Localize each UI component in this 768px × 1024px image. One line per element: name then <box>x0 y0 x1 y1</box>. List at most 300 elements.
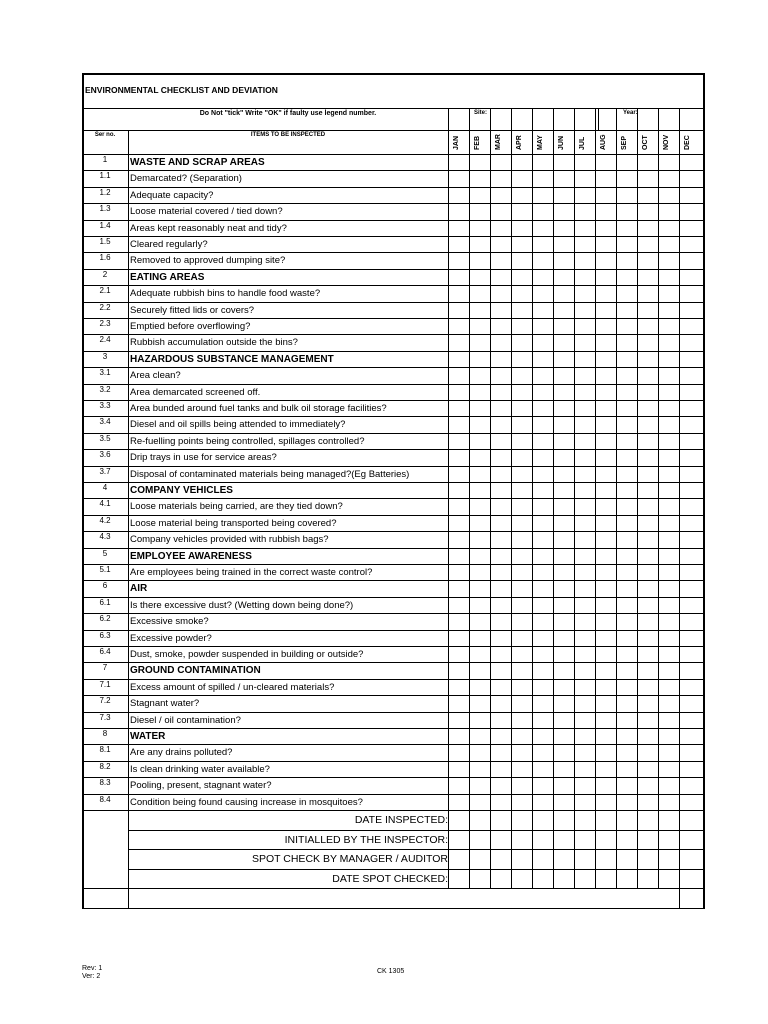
check-cell[interactable] <box>638 745 658 760</box>
check-cell[interactable] <box>512 319 532 334</box>
footer-cell[interactable] <box>575 870 595 889</box>
check-cell[interactable] <box>680 204 700 219</box>
check-cell[interactable] <box>491 385 511 400</box>
check-cell[interactable] <box>680 237 700 252</box>
check-cell[interactable] <box>470 401 490 416</box>
check-cell[interactable] <box>533 221 553 236</box>
check-cell[interactable] <box>680 647 700 662</box>
check-cell[interactable] <box>470 417 490 432</box>
check-cell[interactable] <box>449 532 469 547</box>
check-cell[interactable] <box>554 598 574 613</box>
check-cell[interactable] <box>596 385 616 400</box>
check-cell[interactable] <box>512 467 532 482</box>
check-cell[interactable] <box>617 417 637 432</box>
footer-cell[interactable] <box>512 870 532 889</box>
footer-cell[interactable] <box>638 811 658 830</box>
check-cell[interactable] <box>638 368 658 383</box>
check-cell[interactable] <box>470 188 490 203</box>
check-cell[interactable] <box>638 696 658 711</box>
footer-cell[interactable] <box>617 850 637 869</box>
check-cell[interactable] <box>554 204 574 219</box>
check-cell[interactable] <box>680 516 700 531</box>
check-cell[interactable] <box>554 368 574 383</box>
check-cell[interactable] <box>638 303 658 318</box>
check-cell[interactable] <box>575 204 595 219</box>
check-cell[interactable] <box>638 270 658 285</box>
footer-cell[interactable] <box>470 850 490 869</box>
check-cell[interactable] <box>659 221 679 236</box>
footer-cell[interactable] <box>680 870 700 889</box>
check-cell[interactable] <box>659 631 679 646</box>
check-cell[interactable] <box>638 614 658 629</box>
check-cell[interactable] <box>638 516 658 531</box>
check-cell[interactable] <box>638 417 658 432</box>
check-cell[interactable] <box>638 221 658 236</box>
check-cell[interactable] <box>554 253 574 268</box>
check-cell[interactable] <box>659 713 679 728</box>
check-cell[interactable] <box>680 762 700 777</box>
check-cell[interactable] <box>659 303 679 318</box>
check-cell[interactable] <box>575 713 595 728</box>
check-cell[interactable] <box>554 516 574 531</box>
check-cell[interactable] <box>512 221 532 236</box>
check-cell[interactable] <box>512 647 532 662</box>
check-cell[interactable] <box>512 713 532 728</box>
footer-cell[interactable] <box>680 811 700 830</box>
check-cell[interactable] <box>533 696 553 711</box>
check-cell[interactable] <box>470 516 490 531</box>
check-cell[interactable] <box>512 450 532 465</box>
check-cell[interactable] <box>554 532 574 547</box>
check-cell[interactable] <box>512 499 532 514</box>
check-cell[interactable] <box>659 352 679 367</box>
check-cell[interactable] <box>533 745 553 760</box>
check-cell[interactable] <box>449 155 469 170</box>
check-cell[interactable] <box>638 680 658 695</box>
check-cell[interactable] <box>680 335 700 350</box>
check-cell[interactable] <box>491 614 511 629</box>
check-cell[interactable] <box>575 450 595 465</box>
footer-cell[interactable] <box>638 831 658 850</box>
check-cell[interactable] <box>554 729 574 744</box>
check-cell[interactable] <box>596 516 616 531</box>
footer-cell[interactable] <box>617 811 637 830</box>
check-cell[interactable] <box>512 335 532 350</box>
check-cell[interactable] <box>449 171 469 186</box>
check-cell[interactable] <box>680 713 700 728</box>
check-cell[interactable] <box>596 155 616 170</box>
check-cell[interactable] <box>680 434 700 449</box>
check-cell[interactable] <box>533 647 553 662</box>
check-cell[interactable] <box>659 696 679 711</box>
check-cell[interactable] <box>680 532 700 547</box>
check-cell[interactable] <box>449 368 469 383</box>
check-cell[interactable] <box>617 647 637 662</box>
check-cell[interactable] <box>554 237 574 252</box>
check-cell[interactable] <box>596 270 616 285</box>
check-cell[interactable] <box>491 335 511 350</box>
check-cell[interactable] <box>638 467 658 482</box>
check-cell[interactable] <box>554 417 574 432</box>
check-cell[interactable] <box>575 647 595 662</box>
check-cell[interactable] <box>470 385 490 400</box>
check-cell[interactable] <box>659 417 679 432</box>
check-cell[interactable] <box>680 450 700 465</box>
check-cell[interactable] <box>554 614 574 629</box>
check-cell[interactable] <box>491 467 511 482</box>
check-cell[interactable] <box>575 778 595 793</box>
footer-cell[interactable] <box>470 811 490 830</box>
check-cell[interactable] <box>533 778 553 793</box>
check-cell[interactable] <box>638 450 658 465</box>
footer-cell[interactable] <box>617 831 637 850</box>
check-cell[interactable] <box>617 303 637 318</box>
check-cell[interactable] <box>659 614 679 629</box>
check-cell[interactable] <box>554 352 574 367</box>
check-cell[interactable] <box>617 204 637 219</box>
footer-cell[interactable] <box>596 870 616 889</box>
check-cell[interactable] <box>659 499 679 514</box>
check-cell[interactable] <box>470 499 490 514</box>
check-cell[interactable] <box>554 713 574 728</box>
check-cell[interactable] <box>596 631 616 646</box>
check-cell[interactable] <box>449 598 469 613</box>
check-cell[interactable] <box>491 171 511 186</box>
check-cell[interactable] <box>575 680 595 695</box>
check-cell[interactable] <box>533 499 553 514</box>
check-cell[interactable] <box>680 286 700 301</box>
footer-cell[interactable] <box>554 831 574 850</box>
check-cell[interactable] <box>680 663 700 678</box>
check-cell[interactable] <box>596 762 616 777</box>
check-cell[interactable] <box>638 581 658 596</box>
footer-cell[interactable] <box>491 811 511 830</box>
check-cell[interactable] <box>554 319 574 334</box>
check-cell[interactable] <box>533 680 553 695</box>
check-cell[interactable] <box>617 221 637 236</box>
check-cell[interactable] <box>638 729 658 744</box>
footer-cell[interactable] <box>533 850 553 869</box>
check-cell[interactable] <box>617 385 637 400</box>
footer-cell[interactable] <box>617 870 637 889</box>
check-cell[interactable] <box>449 516 469 531</box>
footer-cell[interactable] <box>554 850 574 869</box>
check-cell[interactable] <box>659 270 679 285</box>
check-cell[interactable] <box>575 614 595 629</box>
check-cell[interactable] <box>554 188 574 203</box>
check-cell[interactable] <box>659 745 679 760</box>
check-cell[interactable] <box>680 401 700 416</box>
check-cell[interactable] <box>596 680 616 695</box>
check-cell[interactable] <box>596 713 616 728</box>
check-cell[interactable] <box>533 532 553 547</box>
check-cell[interactable] <box>533 303 553 318</box>
check-cell[interactable] <box>449 335 469 350</box>
check-cell[interactable] <box>512 680 532 695</box>
check-cell[interactable] <box>575 303 595 318</box>
check-cell[interactable] <box>491 286 511 301</box>
check-cell[interactable] <box>638 565 658 580</box>
check-cell[interactable] <box>638 188 658 203</box>
check-cell[interactable] <box>680 467 700 482</box>
check-cell[interactable] <box>449 499 469 514</box>
check-cell[interactable] <box>449 565 469 580</box>
check-cell[interactable] <box>491 795 511 810</box>
check-cell[interactable] <box>554 696 574 711</box>
check-cell[interactable] <box>449 303 469 318</box>
check-cell[interactable] <box>554 335 574 350</box>
check-cell[interactable] <box>491 745 511 760</box>
footer-cell[interactable] <box>449 850 469 869</box>
check-cell[interactable] <box>596 335 616 350</box>
check-cell[interactable] <box>533 237 553 252</box>
check-cell[interactable] <box>680 745 700 760</box>
check-cell[interactable] <box>470 237 490 252</box>
check-cell[interactable] <box>533 450 553 465</box>
check-cell[interactable] <box>638 532 658 547</box>
check-cell[interactable] <box>575 188 595 203</box>
check-cell[interactable] <box>533 565 553 580</box>
check-cell[interactable] <box>575 434 595 449</box>
check-cell[interactable] <box>470 319 490 334</box>
check-cell[interactable] <box>533 713 553 728</box>
check-cell[interactable] <box>596 598 616 613</box>
footer-cell[interactable] <box>596 811 616 830</box>
check-cell[interactable] <box>449 795 469 810</box>
check-cell[interactable] <box>512 385 532 400</box>
check-cell[interactable] <box>596 532 616 547</box>
check-cell[interactable] <box>449 270 469 285</box>
check-cell[interactable] <box>554 745 574 760</box>
check-cell[interactable] <box>596 319 616 334</box>
check-cell[interactable] <box>470 680 490 695</box>
check-cell[interactable] <box>449 483 469 498</box>
check-cell[interactable] <box>491 499 511 514</box>
check-cell[interactable] <box>470 532 490 547</box>
check-cell[interactable] <box>617 516 637 531</box>
check-cell[interactable] <box>575 483 595 498</box>
check-cell[interactable] <box>638 319 658 334</box>
check-cell[interactable] <box>596 745 616 760</box>
check-cell[interactable] <box>512 581 532 596</box>
check-cell[interactable] <box>533 614 553 629</box>
check-cell[interactable] <box>512 663 532 678</box>
check-cell[interactable] <box>575 516 595 531</box>
check-cell[interactable] <box>512 237 532 252</box>
check-cell[interactable] <box>680 696 700 711</box>
check-cell[interactable] <box>617 532 637 547</box>
check-cell[interactable] <box>449 253 469 268</box>
check-cell[interactable] <box>491 450 511 465</box>
check-cell[interactable] <box>680 483 700 498</box>
check-cell[interactable] <box>491 204 511 219</box>
check-cell[interactable] <box>680 368 700 383</box>
footer-cell[interactable] <box>491 831 511 850</box>
footer-cell[interactable] <box>659 811 679 830</box>
check-cell[interactable] <box>470 352 490 367</box>
check-cell[interactable] <box>512 745 532 760</box>
check-cell[interactable] <box>659 319 679 334</box>
check-cell[interactable] <box>512 598 532 613</box>
check-cell[interactable] <box>491 188 511 203</box>
check-cell[interactable] <box>512 778 532 793</box>
check-cell[interactable] <box>596 368 616 383</box>
check-cell[interactable] <box>680 270 700 285</box>
check-cell[interactable] <box>638 598 658 613</box>
check-cell[interactable] <box>554 450 574 465</box>
check-cell[interactable] <box>512 352 532 367</box>
check-cell[interactable] <box>596 221 616 236</box>
check-cell[interactable] <box>449 663 469 678</box>
check-cell[interactable] <box>512 434 532 449</box>
check-cell[interactable] <box>638 778 658 793</box>
check-cell[interactable] <box>491 352 511 367</box>
check-cell[interactable] <box>659 795 679 810</box>
footer-cell[interactable] <box>449 831 469 850</box>
check-cell[interactable] <box>554 565 574 580</box>
check-cell[interactable] <box>596 565 616 580</box>
check-cell[interactable] <box>575 745 595 760</box>
check-cell[interactable] <box>449 319 469 334</box>
check-cell[interactable] <box>659 188 679 203</box>
check-cell[interactable] <box>512 401 532 416</box>
check-cell[interactable] <box>617 631 637 646</box>
check-cell[interactable] <box>449 434 469 449</box>
check-cell[interactable] <box>596 696 616 711</box>
check-cell[interactable] <box>491 434 511 449</box>
check-cell[interactable] <box>680 417 700 432</box>
check-cell[interactable] <box>449 204 469 219</box>
check-cell[interactable] <box>491 155 511 170</box>
check-cell[interactable] <box>554 155 574 170</box>
check-cell[interactable] <box>575 565 595 580</box>
check-cell[interactable] <box>491 581 511 596</box>
check-cell[interactable] <box>470 663 490 678</box>
check-cell[interactable] <box>680 549 700 564</box>
check-cell[interactable] <box>512 516 532 531</box>
check-cell[interactable] <box>554 286 574 301</box>
check-cell[interactable] <box>512 188 532 203</box>
check-cell[interactable] <box>596 303 616 318</box>
check-cell[interactable] <box>554 663 574 678</box>
check-cell[interactable] <box>533 352 553 367</box>
footer-cell[interactable] <box>596 850 616 869</box>
check-cell[interactable] <box>512 155 532 170</box>
check-cell[interactable] <box>617 483 637 498</box>
check-cell[interactable] <box>596 204 616 219</box>
check-cell[interactable] <box>596 417 616 432</box>
check-cell[interactable] <box>575 221 595 236</box>
check-cell[interactable] <box>617 467 637 482</box>
check-cell[interactable] <box>659 516 679 531</box>
check-cell[interactable] <box>638 483 658 498</box>
check-cell[interactable] <box>533 598 553 613</box>
check-cell[interactable] <box>470 565 490 580</box>
check-cell[interactable] <box>659 647 679 662</box>
check-cell[interactable] <box>575 499 595 514</box>
check-cell[interactable] <box>449 614 469 629</box>
check-cell[interactable] <box>638 352 658 367</box>
check-cell[interactable] <box>596 188 616 203</box>
check-cell[interactable] <box>680 303 700 318</box>
check-cell[interactable] <box>659 171 679 186</box>
check-cell[interactable] <box>575 532 595 547</box>
check-cell[interactable] <box>470 696 490 711</box>
check-cell[interactable] <box>449 581 469 596</box>
footer-cell[interactable] <box>638 870 658 889</box>
check-cell[interactable] <box>617 729 637 744</box>
check-cell[interactable] <box>617 745 637 760</box>
check-cell[interactable] <box>533 319 553 334</box>
check-cell[interactable] <box>512 368 532 383</box>
check-cell[interactable] <box>617 565 637 580</box>
check-cell[interactable] <box>512 631 532 646</box>
check-cell[interactable] <box>638 253 658 268</box>
check-cell[interactable] <box>617 614 637 629</box>
check-cell[interactable] <box>491 319 511 334</box>
check-cell[interactable] <box>659 565 679 580</box>
footer-cell[interactable] <box>533 831 553 850</box>
check-cell[interactable] <box>596 401 616 416</box>
check-cell[interactable] <box>575 729 595 744</box>
check-cell[interactable] <box>470 762 490 777</box>
check-cell[interactable] <box>533 155 553 170</box>
check-cell[interactable] <box>638 401 658 416</box>
check-cell[interactable] <box>512 795 532 810</box>
check-cell[interactable] <box>659 237 679 252</box>
check-cell[interactable] <box>596 795 616 810</box>
footer-cell[interactable] <box>575 811 595 830</box>
check-cell[interactable] <box>491 270 511 285</box>
check-cell[interactable] <box>575 762 595 777</box>
check-cell[interactable] <box>533 631 553 646</box>
check-cell[interactable] <box>491 696 511 711</box>
check-cell[interactable] <box>575 401 595 416</box>
check-cell[interactable] <box>680 319 700 334</box>
footer-cell[interactable] <box>491 850 511 869</box>
check-cell[interactable] <box>491 549 511 564</box>
check-cell[interactable] <box>638 155 658 170</box>
check-cell[interactable] <box>617 319 637 334</box>
check-cell[interactable] <box>533 762 553 777</box>
check-cell[interactable] <box>449 762 469 777</box>
check-cell[interactable] <box>554 647 574 662</box>
check-cell[interactable] <box>575 696 595 711</box>
check-cell[interactable] <box>449 729 469 744</box>
check-cell[interactable] <box>638 713 658 728</box>
check-cell[interactable] <box>638 335 658 350</box>
check-cell[interactable] <box>554 778 574 793</box>
check-cell[interactable] <box>680 680 700 695</box>
check-cell[interactable] <box>659 155 679 170</box>
check-cell[interactable] <box>659 253 679 268</box>
footer-cell[interactable] <box>449 811 469 830</box>
check-cell[interactable] <box>512 549 532 564</box>
check-cell[interactable] <box>533 171 553 186</box>
check-cell[interactable] <box>449 467 469 482</box>
check-cell[interactable] <box>554 499 574 514</box>
check-cell[interactable] <box>617 434 637 449</box>
check-cell[interactable] <box>449 696 469 711</box>
check-cell[interactable] <box>659 581 679 596</box>
check-cell[interactable] <box>512 729 532 744</box>
footer-cell[interactable] <box>659 870 679 889</box>
check-cell[interactable] <box>554 401 574 416</box>
check-cell[interactable] <box>533 549 553 564</box>
check-cell[interactable] <box>533 795 553 810</box>
check-cell[interactable] <box>575 253 595 268</box>
check-cell[interactable] <box>596 729 616 744</box>
